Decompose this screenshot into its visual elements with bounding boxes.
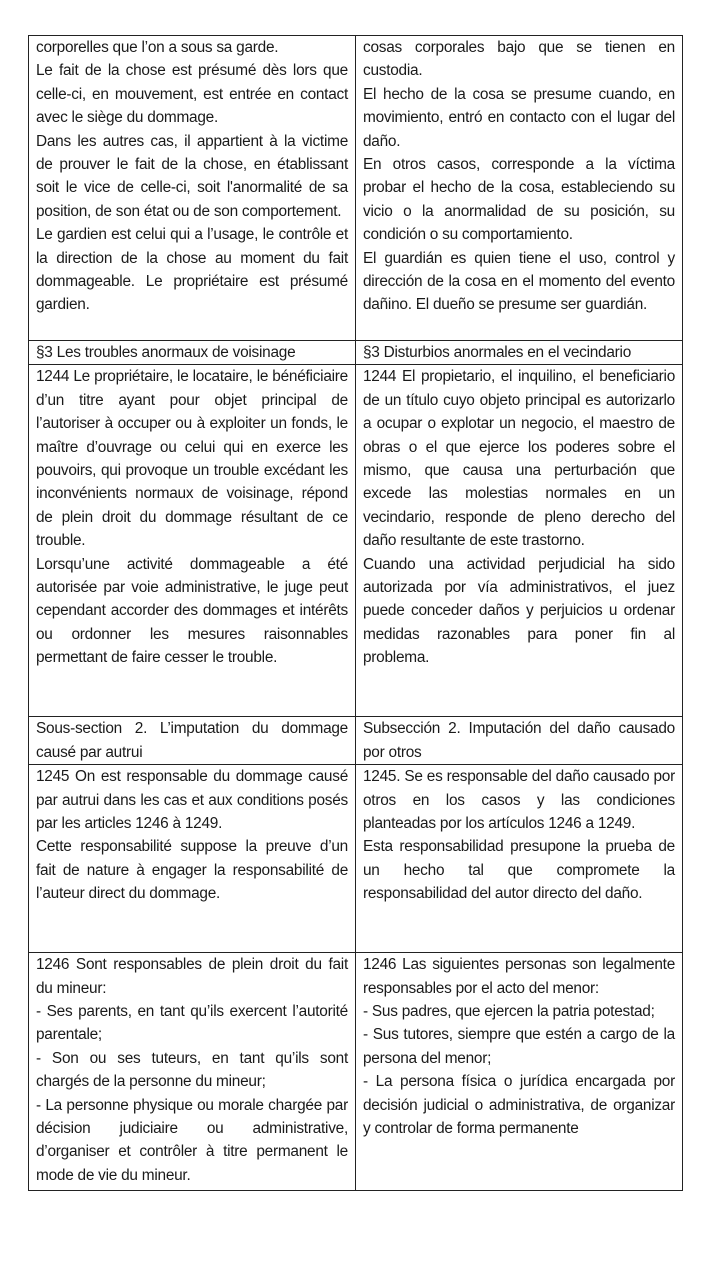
spanish-paragraph: 1245. Se es responsable del daño causado por otros en los casos y las condiciones planteadas por los artículos 1246 a 1249. [363, 768, 675, 833]
spanish-paragraph: cosas corporales bajo que se tienen en custodia. [363, 39, 675, 80]
french-cell [29, 717, 356, 765]
table-row [29, 341, 683, 365]
spanish-subsection-heading: Subsección 2. Imputación del daño causado por otros [363, 720, 675, 761]
spanish-cell [356, 953, 683, 1191]
french-section-heading: §3 Les troubles anormaux de voisinage [36, 344, 296, 361]
french-paragraph: Cette responsabilité suppose la preuve d’un fait de nature à engager la responsabilité de l’auteur direct du dommage. [36, 838, 348, 903]
french-cell [29, 365, 356, 717]
table-row [29, 717, 683, 765]
french-paragraph: Lorsqu’une activité dommageable a été autorisée par voie administrative, le juge peut cependant accorder des dommages et intérêts ou ordonner les mesures raisonnables permettant de faire cesser le trouble. [36, 555, 348, 667]
table-row [29, 36, 683, 341]
spanish-cell [356, 365, 683, 717]
bilingual-law-table [28, 35, 683, 1191]
french-paragraph: 1244 Le propriétaire, le locataire, le bénéficiaire d’un titre ayant pour objet principal de l’autoriser à occuper ou à exploiter un fonds, le maître d’ouvrage ou celui qui en exerce les pouvoirs, qui provoque un trouble excédant les inconvénients normaux de voisinage, répond de plein droit du dommage résultant de ce trouble. [36, 368, 348, 550]
spanish-paragraph: El guardián es quien tiene el uso, control y dirección de la cosa en el momento del evento dañino. El dueño se presume ser guardián. [363, 249, 675, 314]
spanish-paragraph: 1244 El propietario, el inquilino, el beneficiario de un título cuyo objeto principal es autorizarlo a ocupar o explotar un negocio, el maestro de obras o el que ejerce los poderes sobre el mismo, que causa una perturbación que excede las molestias normales en un vecindario, responde de pleno derecho del daño resultante de este trastorno. [363, 368, 675, 550]
spanish-paragraph: El hecho de la cosa se presume cuando, en movimiento, entró en contacto con el lugar del daño. [363, 85, 675, 150]
french-cell [29, 341, 356, 365]
spanish-list-item: - La persona física o jurídica encargada por decisión judicial o administrativa, de organizar y controlar de forma permanente [363, 1073, 675, 1138]
spanish-paragraph: Esta responsabilidad presupone la prueba de un hecho tal que compromete la responsabilidad del autor directo del daño. [363, 838, 675, 903]
spanish-list-item: - Sus padres, que ejercen la patria potestad; [363, 1003, 655, 1021]
french-subsection-heading: Sous-section 2. L’imputation du dommage causé par autrui [36, 720, 348, 761]
spanish-cell [356, 341, 683, 365]
spanish-section-heading: §3 Disturbios anormales en el vecindario [363, 344, 632, 361]
spanish-cell [356, 765, 683, 953]
french-list-item: - Son ou ses tuteurs, en tant qu’ils sont chargés de la personne du mineur; [36, 1049, 348, 1091]
french-paragraph: Le gardien est celui qui a l’usage, le contrôle et la direction de la chose au moment du fait dommageable. Le propriétaire est présumé gardien. [36, 226, 348, 314]
table-row [29, 953, 683, 1191]
table-row [29, 765, 683, 953]
french-list-item: - La personne physique ou morale chargée par décision judiciaire ou administrative, d’organiser et contrôler à titre permanent le mode de vie du mineur. [36, 1096, 348, 1184]
french-cell [29, 765, 356, 953]
french-list-item: - Ses parents, en tant qu’ils exercent l’autorité parentale; [36, 1003, 348, 1044]
spanish-paragraph: 1246 Las siguientes personas son legalmente responsables por el acto del menor: [363, 956, 675, 997]
french-paragraph: Dans les autres cas, il appartient à la victime de prouver le fait de la chose, en établissant soit le vice de celle-ci, soit l'anormalité de sa position, de son état ou de son comportement. [36, 132, 348, 220]
spanish-paragraph: En otros casos, corresponde a la víctima probar el hecho de la cosa, estableciendo su vicio o la anormalidad de su posición, su condición o su comportamiento. [363, 156, 675, 244]
spanish-paragraph: Cuando una actividad perjudicial ha sido autorizada por vía administrativos, el juez puede conceder daños y perjuicios u ordenar medidas razonables para poner fin al problema. [363, 555, 675, 667]
french-cell [29, 36, 356, 341]
spanish-cell [356, 717, 683, 765]
french-paragraph: 1245 On est responsable du dommage causé par autrui dans les cas et aux conditions posés par les articles 1246 à 1249. [36, 768, 348, 833]
table-row [29, 365, 683, 717]
french-cell [29, 953, 356, 1191]
french-paragraph: 1246 Sont responsables de plein droit du fait du mineur: [36, 956, 348, 997]
spanish-cell [356, 36, 683, 341]
spanish-list-item: - Sus tutores, siempre que estén a cargo de la persona del menor; [363, 1026, 675, 1067]
french-paragraph: Le fait de la chose est présumé dès lors que celle-ci, en mouvement, est entrée en contact avec le siège du dommage. [36, 62, 348, 127]
french-paragraph: corporelles que l’on a sous sa garde. [36, 39, 279, 56]
